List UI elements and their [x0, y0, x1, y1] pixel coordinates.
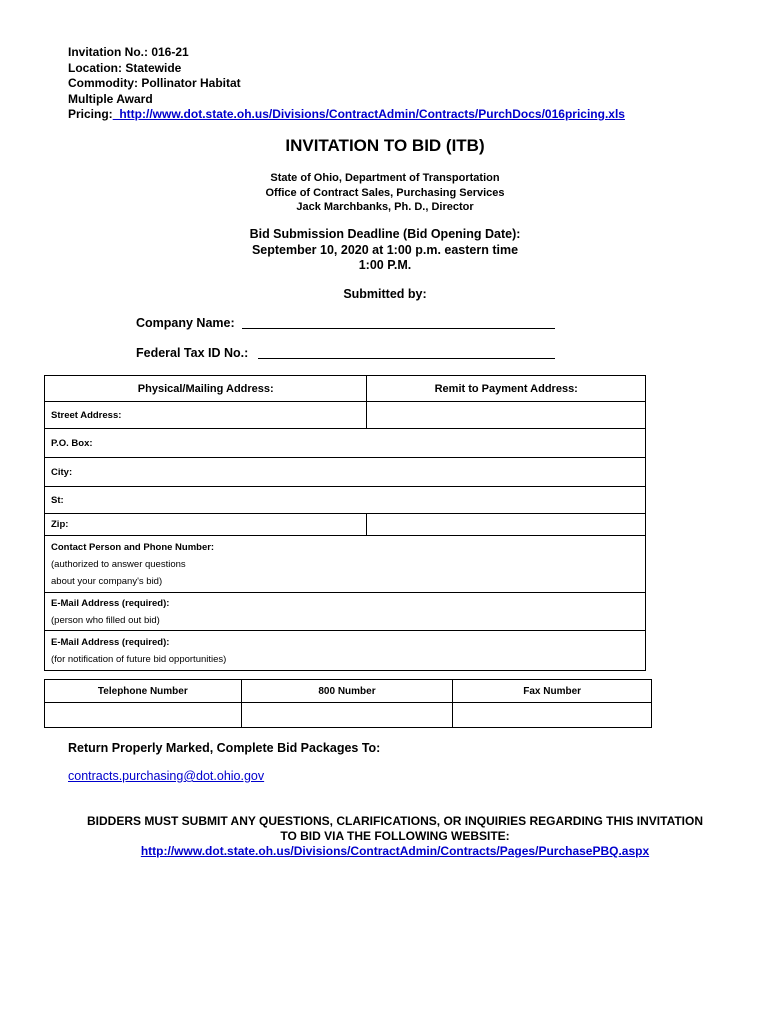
- toll-free-field[interactable]: [241, 703, 453, 728]
- org-line-1: State of Ohio, Department of Transportation: [270, 172, 500, 184]
- org-line-3: Jack Marchbanks, Ph. D., Director: [296, 201, 474, 213]
- email-2-cell[interactable]: [45, 631, 646, 671]
- contact-note-1: (authorized to answer questions: [51, 558, 186, 570]
- deadline-line-2: September 10, 2020 at 1:00 p.m. eastern time: [251, 242, 519, 257]
- questions-notice: [60, 814, 730, 859]
- fax-field[interactable]: [453, 703, 652, 728]
- tax-id-label: Federal Tax ID No.:: [136, 346, 249, 360]
- commodity: Commodity: Pollinator Habitat: [68, 76, 241, 90]
- deadline-block: [0, 227, 770, 274]
- tax-id-field[interactable]: [258, 358, 555, 359]
- address-table: [44, 375, 646, 671]
- contact-label: Contact Person and Phone Number:: [51, 541, 215, 553]
- remit-address-header: Remit to Payment Address:: [367, 376, 646, 402]
- remit-zip-field[interactable]: [367, 514, 646, 536]
- invitation-number: Invitation No.: 016-21: [68, 45, 189, 59]
- contact-note-2: about your company's bid): [51, 575, 163, 587]
- notice-line-2: TO BID VIA THE FOLLOWING WEBSITE:: [280, 829, 510, 843]
- page-title: INVITATION TO BID (ITB): [285, 136, 485, 155]
- return-instructions: Return Properly Marked, Complete Bid Packages To:: [68, 741, 381, 755]
- location: Location: Statewide: [68, 60, 182, 75]
- contact-cell[interactable]: [45, 536, 646, 593]
- telephone-field[interactable]: [45, 703, 242, 728]
- award-type: Multiple Award: [68, 91, 153, 106]
- state-label[interactable]: St:: [45, 487, 646, 514]
- email-2-label: E-Mail Address (required):: [51, 636, 170, 648]
- pricing-label: Pricing:: [68, 107, 113, 121]
- email-1-note: (person who filled out bid): [51, 614, 160, 626]
- notice-line-1: BIDDERS MUST SUBMIT ANY QUESTIONS, CLARIFICATIONS, OR INQUIRIES REGARDING THIS INVITATION: [86, 814, 704, 828]
- city-label[interactable]: City:: [45, 458, 646, 487]
- phone-table: [44, 679, 652, 728]
- email-2-note: (for notification of future bid opportunities): [51, 653, 227, 665]
- submitted-by-label: Submitted by:: [343, 287, 427, 301]
- questions-website-link[interactable]: http://www.dot.state.oh.us/Divisions/ContractAdmin/Contracts/Pages/PurchasePBQ.aspx: [140, 844, 650, 858]
- email-1-cell[interactable]: [45, 593, 646, 631]
- pricing-line: [68, 107, 625, 123]
- street-address-label: Street Address:: [45, 402, 367, 429]
- remit-street-field[interactable]: [367, 402, 646, 429]
- fax-header: Fax Number: [453, 680, 652, 703]
- header-block: [68, 45, 625, 123]
- company-name-label: Company Name:: [136, 316, 235, 330]
- physical-address-header: Physical/Mailing Address:: [45, 376, 367, 402]
- org-line-2: Office of Contract Sales, Purchasing Services: [265, 186, 505, 199]
- pricing-link[interactable]: http://www.dot.state.oh.us/Divisions/ContractAdmin/Contracts/PurchDocs/016pricing.xls: [112, 107, 625, 121]
- po-box-label[interactable]: P.O. Box:: [45, 429, 646, 458]
- deadline-line-1: Bid Submission Deadline (Bid Opening Date):: [249, 227, 521, 241]
- company-name-field[interactable]: [242, 328, 555, 329]
- return-email-link[interactable]: contracts.purchasing@dot.ohio.gov: [68, 769, 265, 783]
- email-1-label: E-Mail Address (required):: [51, 597, 170, 609]
- toll-free-header: 800 Number: [241, 680, 453, 703]
- organization-block: [0, 171, 770, 215]
- zip-label: Zip:: [45, 514, 367, 536]
- telephone-header: Telephone Number: [45, 680, 242, 703]
- deadline-line-3: 1:00 P.M.: [358, 258, 412, 272]
